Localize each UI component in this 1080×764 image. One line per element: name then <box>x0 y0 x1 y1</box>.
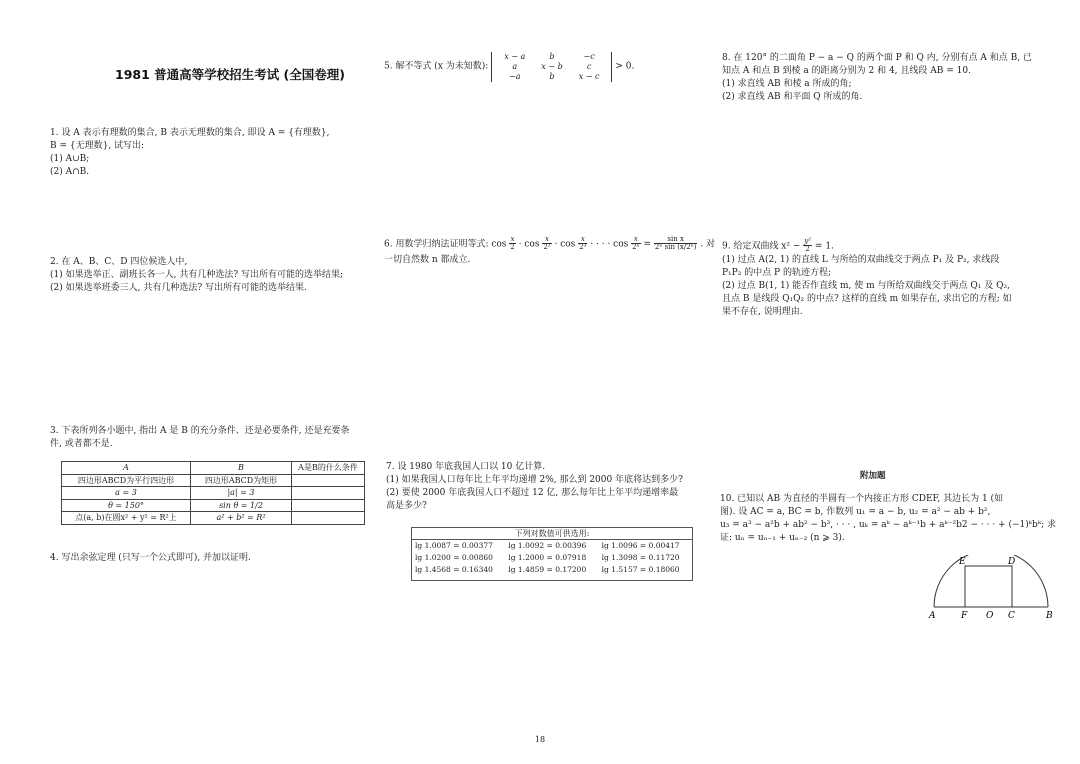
table-row <box>62 499 365 512</box>
log-value: lg 1.5157 = 0.18060 <box>601 565 680 574</box>
log-caption: 下列对数值可供选用: <box>412 528 692 540</box>
q2-line: (1) 如果选举正、副班长各一人, 共有几种选法? 写出所有可能的选举结果; <box>50 270 344 281</box>
fraction-rhs: $\frac{\text{sin x}}{\text{2ⁿ sin (x/2ⁿ)}}$ <box>654 235 697 252</box>
table-row <box>62 474 365 487</box>
q6-dot: · cos <box>518 239 540 250</box>
point-label-o: O <box>986 611 994 621</box>
table-row <box>62 487 365 500</box>
q8-line: (1) 求直线 AB 和棱 a 所成的角; <box>722 79 852 90</box>
extra-section-title: 附加题 <box>860 471 886 481</box>
q3-line: 3. 下表所列各小题中, 指出 A 是 B 的充分条件、还是必要条件, 还是充要条 <box>50 426 350 436</box>
table-row <box>412 540 692 552</box>
table-cell: a = 3 <box>62 487 191 500</box>
table-header: A是B的什么条件 <box>292 462 365 475</box>
log-value: lg 1.3098 = 0.11720 <box>601 553 680 562</box>
point-label-b: B <box>1046 611 1053 621</box>
table-cell: a² + b² = R² <box>191 512 292 525</box>
q2-line: 2. 在 A、B、C、D 四位候选人中, <box>50 257 188 267</box>
q5-suffix: > 0. <box>615 61 635 72</box>
log-value: lg 1.0087 = 0.00377 <box>415 541 493 550</box>
q10-line: 10. 已知以 AB 为直径的半圆有一个内接正方形 CDEF, 其边长为 1 (如 <box>720 494 1004 504</box>
table-cell: 点(a, b)在圆x² + y² = R²上 <box>62 512 191 525</box>
q6-dots: · · · · cos <box>590 239 629 250</box>
fraction: $\frac{x}{\text{2²}}$ <box>543 235 551 252</box>
q9-line: (2) 过点 B(1, 1) 能否作直线 m, 使 m 与所给双曲线交于两点 Q₁ 及 Q₂, <box>722 280 1010 291</box>
table-header-row <box>62 462 365 475</box>
q9-text: = 1. <box>814 241 834 252</box>
q5-prefix: 5. 解不等式 (x 为未知数): <box>384 61 489 72</box>
q9-line: 果不存在, 说明理由. <box>722 306 803 317</box>
table-cell <box>292 499 365 512</box>
log-value: lg 1.2000 = 0.07918 <box>508 553 587 562</box>
q9-text: 9. 给定双曲线 x² − <box>722 241 801 252</box>
q4-line: 4. 写出余弦定理 (只写一个公式即可), 并加以证明. <box>50 553 251 563</box>
q8-line: 8. 在 120° 的二面角 P − a − Q 的两个面 P 和 Q 内, 分别有点 A 和点 B, 已 <box>722 53 1032 63</box>
fraction: $\frac{x}{2}$ <box>510 235 515 252</box>
page-title: 1981 普通高等学校招生考试 (全国卷理) <box>115 67 345 82</box>
det-cell: x − c <box>578 72 600 81</box>
question-4 <box>50 552 375 565</box>
q1-line: 1. 设 A 表示有理数的集合, B 表示无理数的集合, 即设 A = {有理数}, <box>50 128 330 138</box>
q1-line: B = {无理数}, 试写出: <box>50 141 145 152</box>
det-cell: b <box>549 52 555 61</box>
q9-line: (1) 过点 A(2, 1) 的直线 L 与所给的双曲线交于两点 P₁ 及 P₂, 求线段 <box>722 254 1000 265</box>
table-cell <box>292 474 365 487</box>
log-value: lg 1.4859 = 0.17200 <box>508 565 587 574</box>
q6-equals: = <box>643 239 652 250</box>
log-value: lg 1.0096 = 0.00417 <box>601 541 680 550</box>
log-value: lg 1.0200 = 0.00860 <box>415 553 493 562</box>
q7-line: 7. 设 1980 年底我国人口以 10 亿计算. <box>386 462 546 472</box>
q6-dot: · cos <box>554 239 576 250</box>
det-cell: −a <box>508 72 521 81</box>
question-1 <box>50 127 375 179</box>
table-cell: 四边形ABCD为矩形 <box>191 474 292 487</box>
question-7 <box>386 461 708 513</box>
q8-line: 知点 A 和点 B 到棱 a 的距离分别为 2 和 4, 且线段 AB = 10. <box>722 66 971 77</box>
det-cell: a <box>512 62 518 71</box>
point-label-a: A <box>929 611 936 621</box>
log-table <box>411 527 693 581</box>
q7-line: (1) 如果我国人口每年比上年平均递增 2%, 那么到 2000 年底将达到多少? <box>386 475 683 486</box>
det-cell: x − b <box>541 62 563 71</box>
question-10 <box>720 493 1056 545</box>
q9-line: 且点 B 是线段 Q₁Q₂ 的中点? 这样的直线 m 如果存在, 求出它的方程; 如 <box>722 293 1012 304</box>
fraction: $\frac{x}{\text{2³}}$ <box>579 235 587 252</box>
semicircle-arc <box>934 555 1048 607</box>
det-cell: b <box>549 72 555 81</box>
log-value: lg 1.0092 = 0.00396 <box>508 541 587 550</box>
fraction: $\frac{x}{\text{2ⁿ}}$ <box>632 235 640 252</box>
table-cell: sin θ = 1/2 <box>191 499 292 512</box>
table-header: B <box>191 462 292 475</box>
point-label-c: C <box>1008 611 1015 621</box>
table-cell: 四边形ABCD为平行四边形 <box>62 474 191 487</box>
q2-line: (2) 如果选举班委三人, 共有几种选法? 写出所有可能的选举结果. <box>50 283 307 294</box>
question-8 <box>722 52 1052 104</box>
q1-line: (2) A∩B. <box>50 167 90 178</box>
det-cell: x − a <box>504 52 526 61</box>
table-row <box>412 564 692 576</box>
q6-tail: . 对 <box>700 239 716 250</box>
table-header: A <box>62 462 191 475</box>
q6-prefix: 6. 用数学归纳法证明等式: cos <box>384 239 507 250</box>
question-2 <box>50 256 375 295</box>
table-cell: |a| = 3 <box>191 487 292 500</box>
question-6 <box>384 236 714 267</box>
table-row <box>412 552 692 564</box>
table-cell: θ = 150° <box>62 499 191 512</box>
point-label-e: E <box>959 557 966 567</box>
question-5 <box>384 52 714 82</box>
table-row <box>62 512 365 525</box>
semicircle-figure <box>922 555 1062 625</box>
point-label-f: F <box>961 611 968 621</box>
q6-line: 一切自然数 n 都成立. <box>384 254 471 265</box>
question-3 <box>50 425 375 451</box>
q10-line: 图). 设 AC = a, BC = b, 作数列 u₁ = a − b, u₂ = a² − ab + b², <box>720 507 991 518</box>
q7-line: (2) 要使 2000 年底我国人口不超过 12 亿, 那么每年比上年平均递增率最 <box>386 488 679 499</box>
q3-line: 件, 或者都不是. <box>50 439 113 450</box>
q10-line: u₃ = a³ − a²b + ab² − b³, · · · , uₖ = aᵏ − aᵏ⁻¹b + aᵏ⁻²b2 − · · · + (−1)ᵏbᵏ; 求 <box>720 520 1056 531</box>
table-cell <box>292 512 365 525</box>
q1-line: (1) A∪B; <box>50 154 90 165</box>
fraction: $\frac{\text{y²}}{2}$ <box>804 237 812 254</box>
table-cell <box>292 487 365 500</box>
point-label-d: D <box>1008 557 1016 567</box>
determinant <box>491 52 612 82</box>
q8-line: (2) 求直线 AB 和平面 Q 所成的角. <box>722 92 863 103</box>
log-value: lg 1.4568 = 0.16340 <box>415 565 493 574</box>
question-9 <box>722 238 1052 319</box>
q10-line: 证: uₙ = uₙ₋₁ + uₙ₋₂ (n ⩾ 3). <box>720 533 845 544</box>
page-number: 18 <box>534 735 546 744</box>
condition-table <box>61 461 365 525</box>
det-cell: −c <box>583 52 595 61</box>
q7-line: 高是多少? <box>386 501 427 512</box>
inscribed-square <box>965 566 1012 607</box>
det-cell: c <box>586 62 592 71</box>
q9-line: P₁P₂ 的中点 P 的轨迹方程; <box>722 267 831 278</box>
